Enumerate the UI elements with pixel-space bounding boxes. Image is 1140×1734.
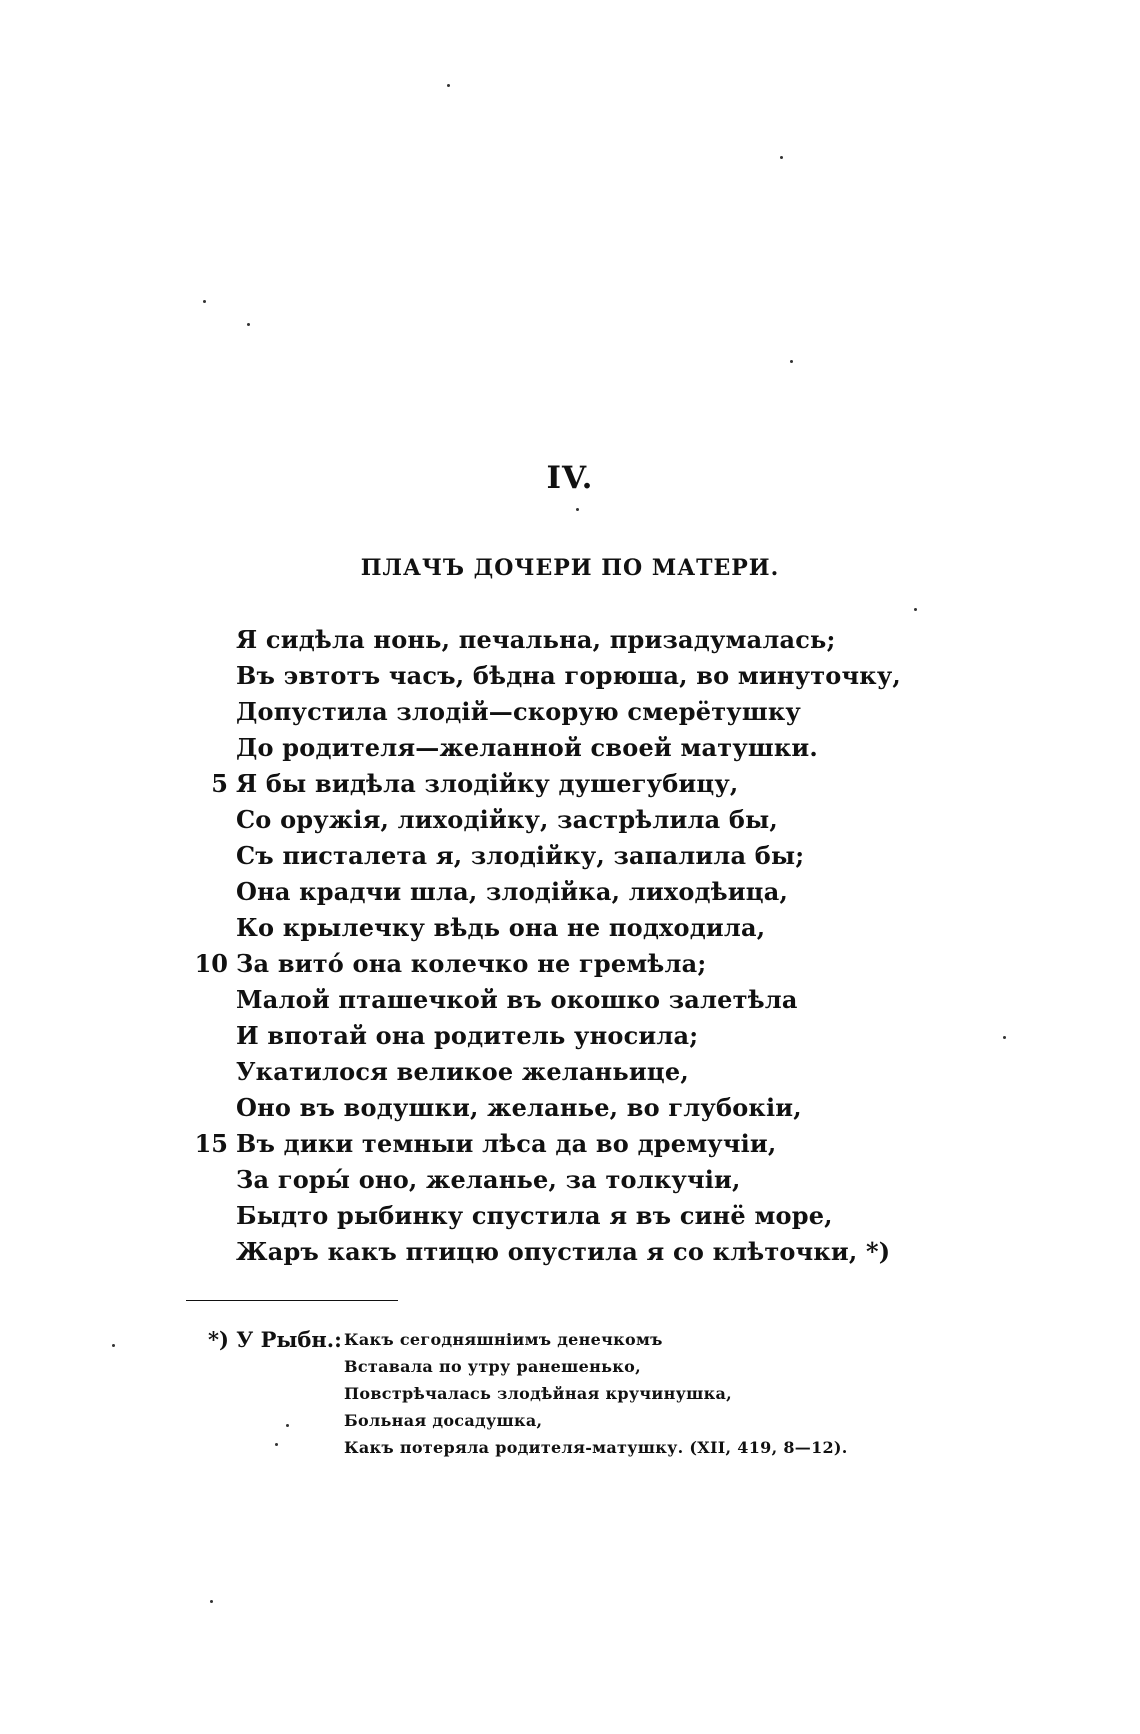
verse-line [0, 694, 1140, 730]
footnote-text [344, 1326, 848, 1461]
scan-speck [790, 360, 793, 363]
section-number: IV. [546, 460, 594, 496]
footnote-line: Вставала по утру ранешенько, [344, 1357, 641, 1376]
verse-text: Быдто рыбинку спустила я въ синё море, [236, 1201, 833, 1230]
verse-text: Въ эвтотъ часъ, бѣдна горюша, во минуточку, [236, 661, 901, 690]
scan-speck [275, 1443, 278, 1446]
verse-line [0, 982, 1140, 1018]
verse-line [0, 874, 1140, 910]
line-number: 15 [194, 1129, 228, 1158]
verse-text: Она крадчи шла, злодійка, лиходѣица, [236, 877, 789, 906]
footnote-line: Какъ сегодняшніимъ денечкомъ [344, 1330, 663, 1349]
scan-speck [1003, 1036, 1006, 1039]
scan-speck [210, 1600, 213, 1603]
verse-text: Въ дики темныи лѣса да во дремучіи, [236, 1129, 777, 1158]
verse-line [0, 1090, 1140, 1126]
verse-line [0, 622, 1140, 658]
verse-line [0, 730, 1140, 766]
verse-text: Укатилося великое желаньице, [236, 1057, 689, 1086]
footnote-marker: *) У Рыбн.: [208, 1327, 342, 1352]
verse-text: И впотай она родитель уносила; [236, 1021, 699, 1050]
line-number: 10 [194, 949, 228, 978]
verse-text: За витó она колечко не гремѣла; [236, 949, 707, 978]
scan-speck [203, 300, 206, 303]
verse-line [0, 1162, 1140, 1198]
verse-text: Съ писталета я, злодійку, запалила бы; [236, 841, 805, 870]
verse-text: Я бы видѣла злодійку душегубицу, [236, 769, 739, 798]
scan-speck [914, 608, 917, 611]
verse-text: Малой пташечкой въ окошко залетѣла [236, 985, 798, 1014]
footnote-line: Повстрѣчалась злодѣйная кручинушка, [344, 1384, 733, 1403]
verse-text: За горы́ оно, желанье, за толкучіи, [236, 1165, 741, 1194]
verse-text: Со оружія, лиходійку, застрѣлила бы, [236, 805, 778, 834]
verse-text: До родителя—желанной своей матушки. [236, 733, 818, 762]
verse-line [0, 1198, 1140, 1234]
verse-line [0, 802, 1140, 838]
verse-text: Жаръ какъ птицю опустила я со клѣточки, *) [236, 1237, 891, 1266]
verse-line [0, 1018, 1140, 1054]
verse-line [0, 910, 1140, 946]
scan-speck [447, 84, 450, 87]
scan-speck [286, 1424, 289, 1427]
verse-line [0, 658, 1140, 694]
verse-text: Я сидѣла нонь, печальна, призадумалась; [236, 625, 836, 654]
scan-speck [576, 508, 579, 511]
scan-speck [112, 1344, 115, 1347]
footnote-divider [186, 1300, 398, 1301]
verse-text: Допустила злодій—скорую смерётушку [236, 697, 801, 726]
verse-line [0, 946, 1140, 982]
verse-line [0, 1234, 1140, 1270]
scan-speck [780, 156, 783, 159]
poem-body [0, 622, 1140, 1270]
verse-text: Ко крылечку вѣдь она не подходила, [236, 913, 766, 942]
footnote-line: Какъ потеряла родителя-матушку. (XII, 419, 8—12). [344, 1438, 848, 1457]
verse-line [0, 1126, 1140, 1162]
poem-title: ПЛАЧЪ ДОЧЕРИ ПО МАТЕРИ. [360, 555, 780, 581]
verse-line [0, 838, 1140, 874]
verse-line [0, 766, 1140, 802]
footnote-line: Больная досадушка, [344, 1411, 543, 1430]
verse-line [0, 1054, 1140, 1090]
verse-text: Оно въ водушки, желанье, во глубокіи, [236, 1093, 802, 1122]
scan-speck [247, 323, 250, 326]
line-number: 5 [211, 769, 228, 798]
